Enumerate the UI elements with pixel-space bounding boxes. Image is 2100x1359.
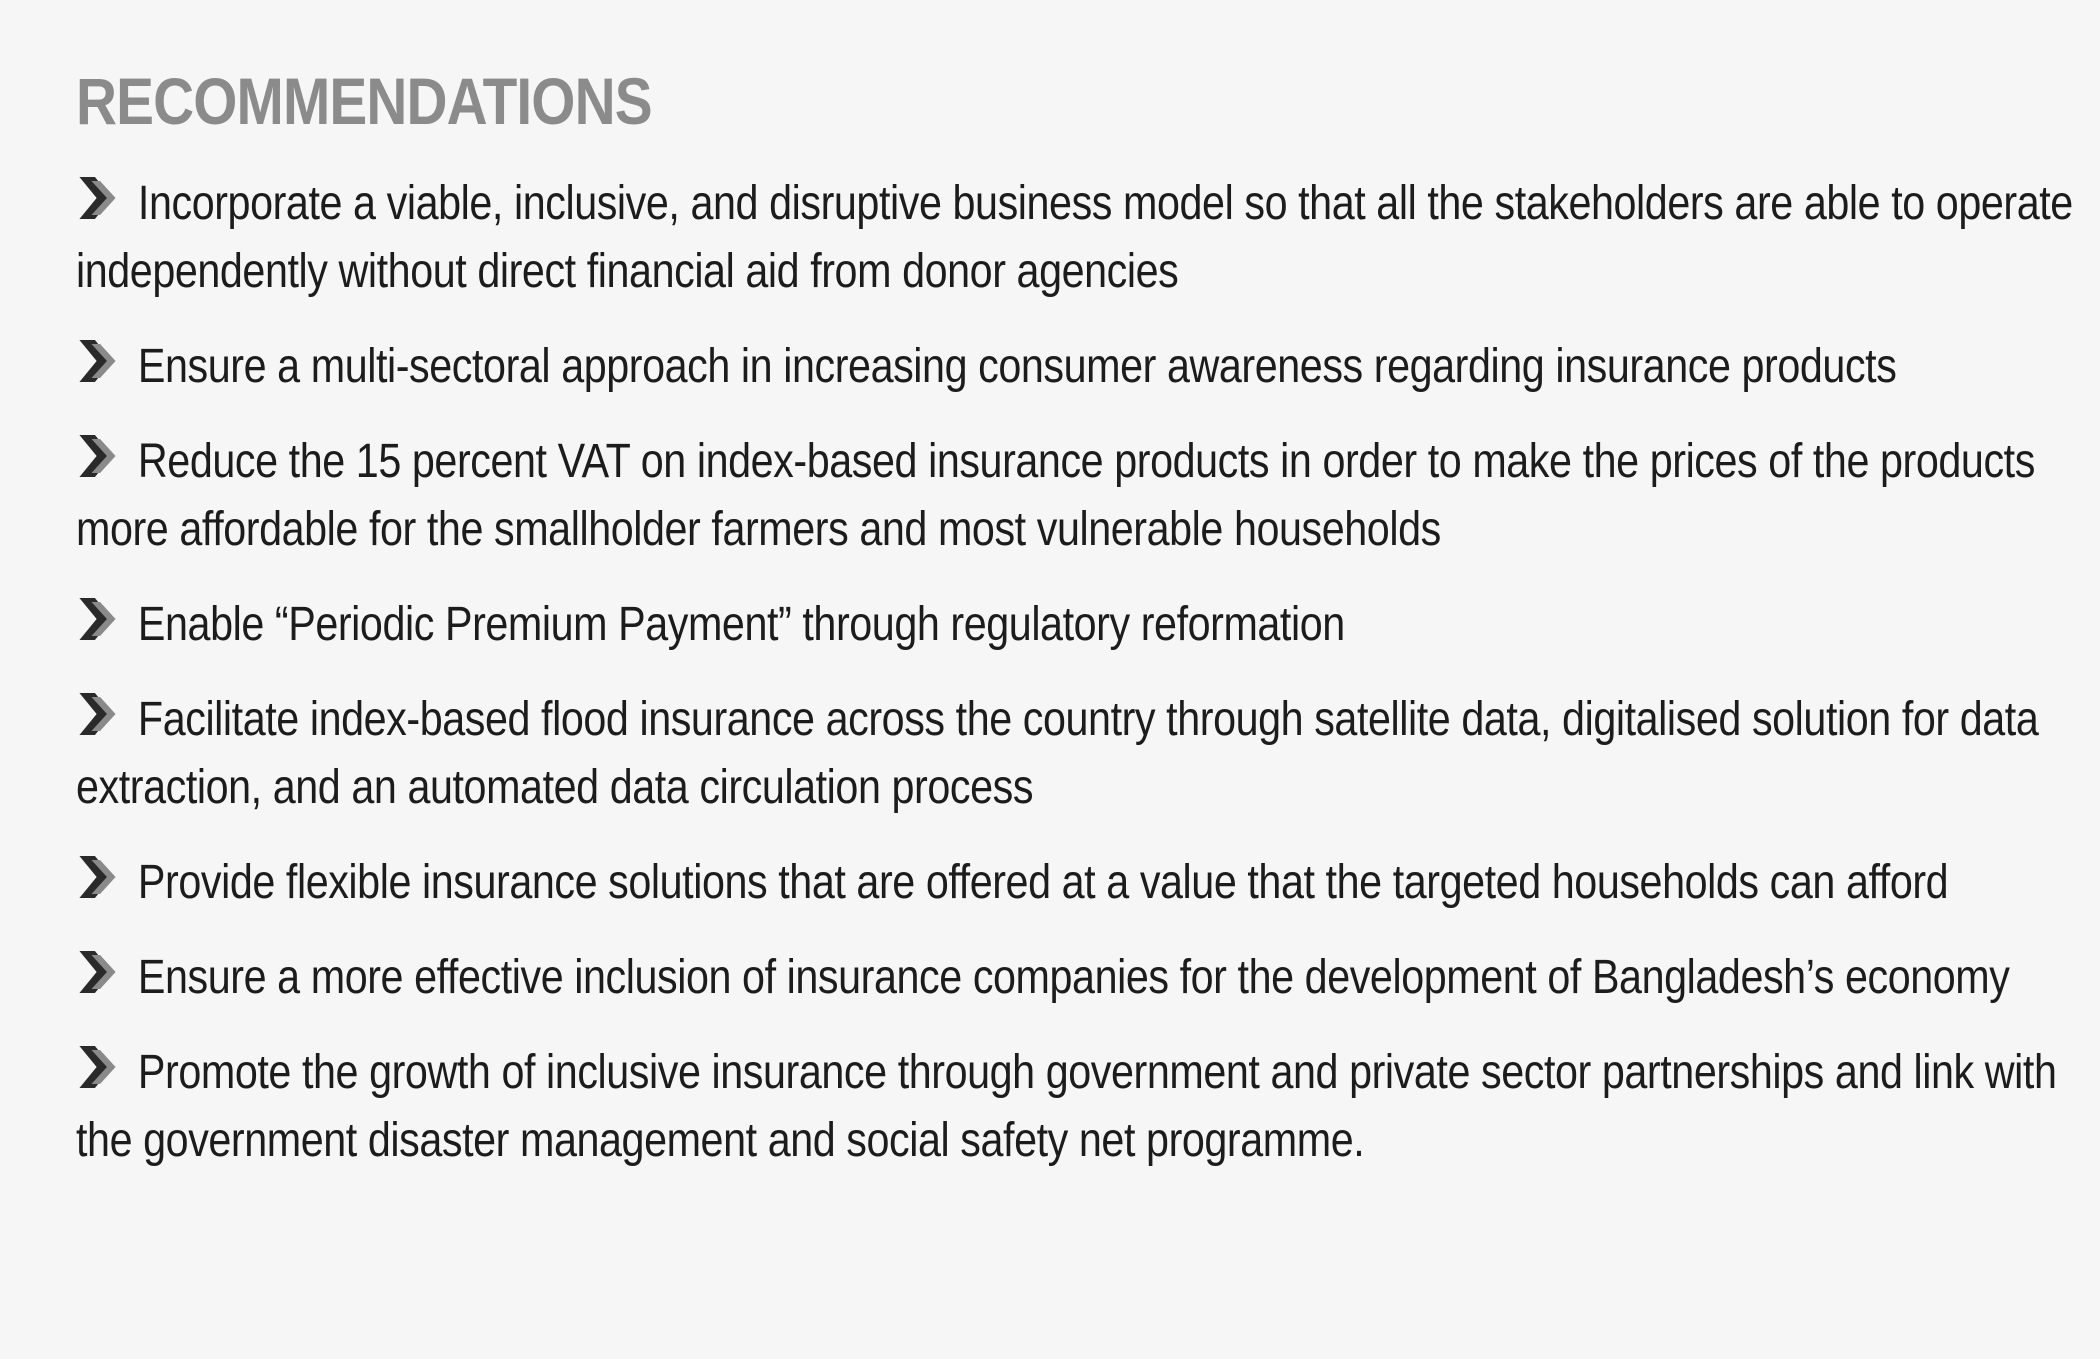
- recommendation-item-7: [76, 944, 2080, 1012]
- recommendation-text: Promote the growth of inclusive insurance through government and private sector partnerships and link with the government disaster management and social safety net programme.: [76, 1046, 2057, 1167]
- double-chevron-right-icon: [76, 171, 122, 225]
- recommendation-text: Ensure a more effective inclusion of insurance companies for the development of Bangladesh’s economy: [137, 951, 2010, 1004]
- double-chevron-right-icon: [76, 429, 122, 483]
- recommendation-item-1: [76, 170, 2080, 306]
- recommendation-text: Provide flexible insurance solutions that are offered at a value that the targeted households can afford: [137, 856, 1949, 909]
- recommendation-text: Reduce the 15 percent VAT on index-based insurance products in order to make the prices of the products more affordable for the smallholder farmers and most vulnerable households: [76, 435, 2035, 556]
- recommendation-text: Facilitate index-based flood insurance across the country through satellite data, digitalised solution for data extraction, and an automated data circulation process: [76, 693, 2039, 814]
- recommendations-list: [76, 170, 2073, 1175]
- recommendation-text: Incorporate a viable, inclusive, and disruptive business model so that all the stakeholders are able to operate independently without direct financial aid from donor agencies: [76, 177, 2073, 298]
- double-chevron-right-icon: [76, 945, 122, 999]
- recommendation-item-8: [76, 1039, 2080, 1175]
- double-chevron-right-icon: [76, 687, 122, 741]
- recommendation-item-2: [76, 333, 2080, 401]
- recommendation-item-5: [76, 686, 2080, 822]
- recommendation-text: Enable “Periodic Premium Payment” through regulatory reformation: [137, 598, 1345, 651]
- double-chevron-right-icon: [76, 1040, 122, 1094]
- recommendation-item-3: [76, 428, 2080, 564]
- section-title: RECOMMENDATIONS: [76, 64, 652, 138]
- recommendation-item-4: [76, 591, 2080, 659]
- double-chevron-right-icon: [76, 334, 122, 388]
- double-chevron-right-icon: [76, 592, 122, 646]
- recommendation-item-6: [76, 849, 2080, 917]
- double-chevron-right-icon: [76, 850, 122, 904]
- recommendation-text: Ensure a multi-sectoral approach in increasing consumer awareness regarding insurance products: [137, 340, 1897, 393]
